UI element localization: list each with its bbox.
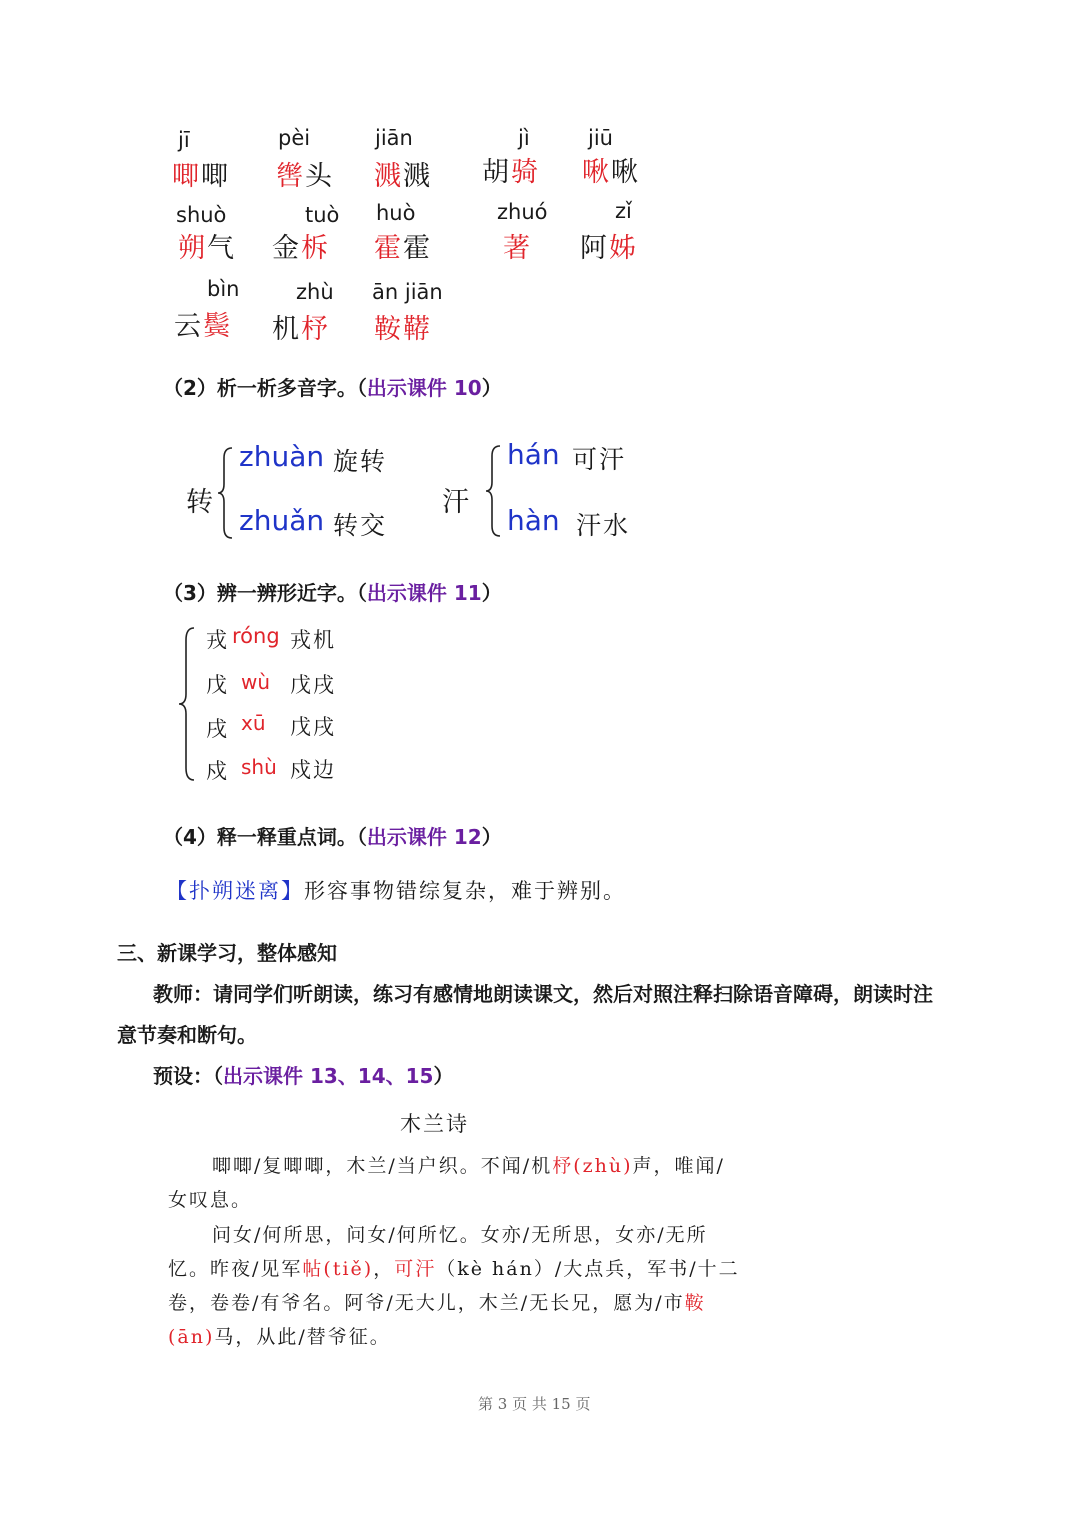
pinyin-shuo: shuò <box>176 203 227 227</box>
word-shuoqi: 朔气 <box>178 233 236 264</box>
poem-line-3: 问女/何所思，问女/何所忆。女亦/无所思，女亦/无所 <box>212 1224 708 1246</box>
section4-title: （4）释一释重点词。（出示课件 12） <box>163 825 502 849</box>
courseware-link[interactable]: 出示课件 12 <box>366 825 482 849</box>
section-heading: 三、新课学习，整体感知 <box>117 941 337 965</box>
brace-similar <box>176 626 198 782</box>
word-azi: 阿姊 <box>580 233 638 264</box>
poem-line-1: 唧唧/复唧唧，木兰/当户织。不闻/机杼(zhù)声，唯闻/ <box>212 1155 725 1177</box>
word-jiji: 唧唧 <box>172 161 230 192</box>
word-anjian: 鞍鞯 <box>374 314 432 345</box>
pinyin-zi: zǐ <box>615 199 632 223</box>
pinyin-huo: huò <box>376 201 416 225</box>
pinyin-zhuan4: zhuàn <box>239 440 325 473</box>
pinyin-anjian: ān jiān <box>372 280 443 304</box>
pinyin-zhu: zhù <box>296 280 334 304</box>
poem-title: 木兰诗 <box>400 1112 469 1136</box>
word-zhuanjiao: 转交 <box>333 511 388 540</box>
pinyin-jiu: jiū <box>588 126 613 150</box>
word-hanshui: 汗水 <box>576 511 631 540</box>
word-xuanzhuan: 旋转 <box>333 447 388 476</box>
section3-title: （3）辨一辨形近字。（出示课件 11） <box>163 581 502 605</box>
red-char: 唧 <box>172 161 201 192</box>
polyphone-zhuan: 转 <box>186 487 215 518</box>
key-term-definition <box>166 875 626 905</box>
poem-line-4: 忆。昨夜/见军帖(tiě)，可汗（kè hán）/大点兵，军书/十二 <box>168 1258 740 1280</box>
key-term: 【扑朔迷离】 <box>166 879 304 903</box>
pinyin-zhuan3: zhuǎn <box>239 504 325 537</box>
brace-han <box>484 444 504 538</box>
poem-line-6: (ān)马，从此/替爷征。 <box>168 1326 391 1348</box>
pinyin-tuo: tuò <box>305 203 340 227</box>
word-jizhu: 机杼 <box>272 314 330 345</box>
page-footer: 第 3 页 共 15 页 <box>478 1395 591 1413</box>
courseware-link[interactable]: 出示课件 11 <box>366 581 482 605</box>
word-zhuo: 著 <box>503 233 532 264</box>
pinyin-bin: bìn <box>207 277 240 301</box>
word-jianjian: 溅溅 <box>374 161 432 192</box>
word-kehan: 可汗 <box>572 445 627 474</box>
courseware-link[interactable]: 出示课件 10 <box>366 376 482 400</box>
word-jintuo: 金柝 <box>272 233 330 264</box>
courseware-link[interactable]: 出示课件 13、14、15 <box>223 1064 434 1088</box>
pinyin-pei: pèi <box>278 126 311 150</box>
poem-line-5: 卷，卷卷/有爷名。阿爷/无大儿，木兰/无长兄，愿为/市鞍 <box>168 1292 706 1314</box>
poem-line-2: 女叹息。 <box>168 1189 253 1211</box>
pinyin-han2: hán <box>507 438 560 471</box>
pinyin-han4: hàn <box>507 504 560 537</box>
teacher-instruction-line1: 教师：请同学们听朗读，练习有感情地朗读课文，然后对照注释扫除语音障碍，朗读时注 <box>153 982 933 1006</box>
pinyin-ji4: jì <box>518 126 530 150</box>
word-yunbin: 云鬓 <box>174 311 232 342</box>
section2-title: （2）析一析多音字。（出示课件 10） <box>163 376 502 400</box>
brace-zhuan <box>216 446 236 540</box>
pinyin-ji1: jī <box>178 128 190 152</box>
word-huji: 胡骑 <box>482 157 540 188</box>
polyphone-han: 汗 <box>442 487 471 518</box>
key-term-meaning: 形容事物错综复杂，难于辨别。 <box>304 879 626 903</box>
word-jiujiu: 啾啾 <box>582 157 640 188</box>
preset-line: 预设：（出示课件 13、14、15） <box>153 1064 454 1088</box>
word-peitou: 辔头 <box>276 161 334 192</box>
pinyin-jian: jiān <box>375 126 413 150</box>
word-huohuo: 霍霍 <box>374 233 432 264</box>
teacher-instruction-line2: 意节奏和断句。 <box>117 1023 257 1047</box>
pinyin-zhuo: zhuó <box>497 200 548 224</box>
